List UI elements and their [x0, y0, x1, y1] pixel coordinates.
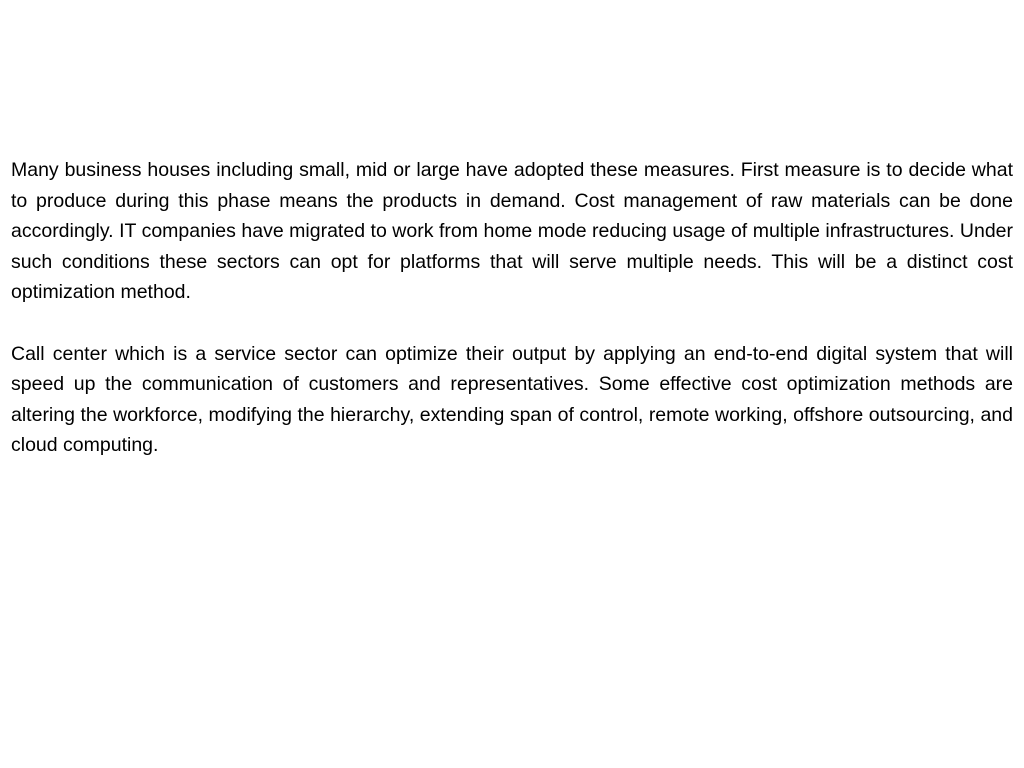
- paragraph-cost-measures: Many business houses including small, mid or large have adopted these measures. First measure is to decide what to produce during this phase means the products in demand. Cost management of raw materials can be done accordingly. IT companies have migrated to work from home mode reducing usage of multiple infrastructures. Under such conditions these sectors can opt for platforms that will serve multiple needs. This will be a distinct cost optimization method.: [11, 159, 1013, 304]
- text-body: [11, 155, 1013, 461]
- paragraph-call-center: Call center which is a service sector can optimize their output by applying an end-to-end digital system that will speed up the communication of customers and representatives. Some effective cost optimization methods are altering the workforce, modifying the hierarchy, extending span of control, remote working, offshore outsourcing, and cloud computing.: [11, 342, 1013, 457]
